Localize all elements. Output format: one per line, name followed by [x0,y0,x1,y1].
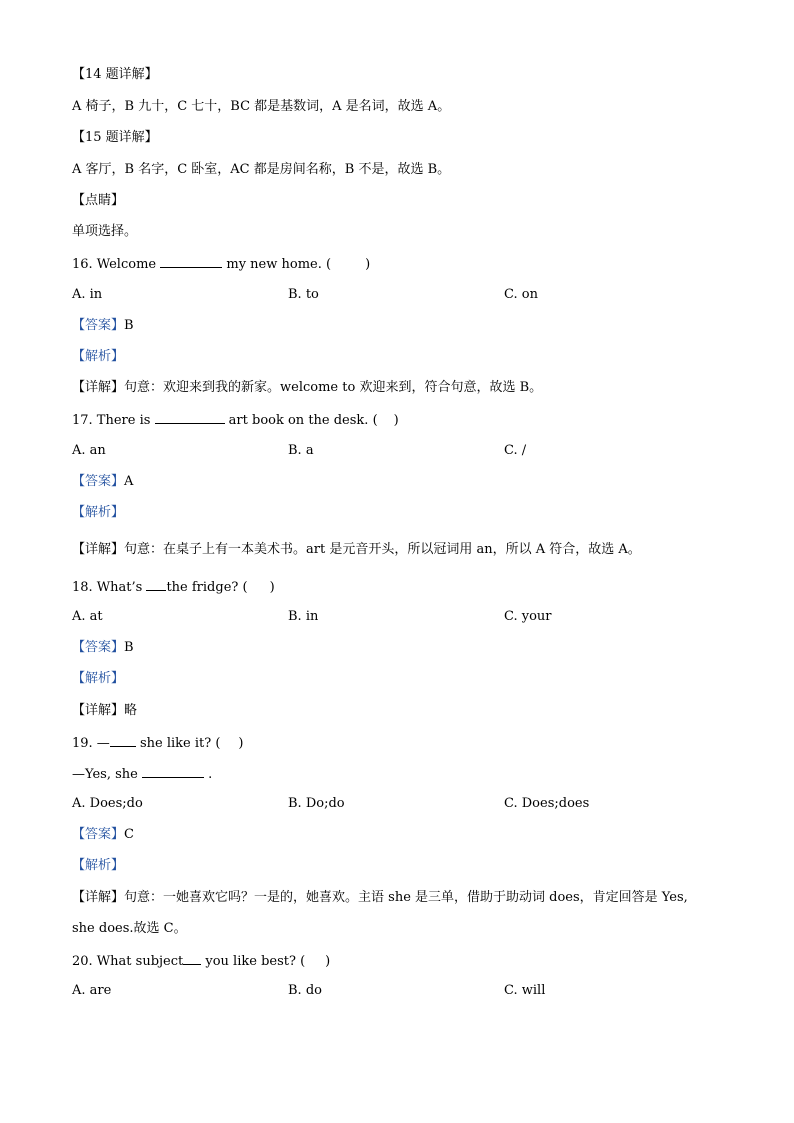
q17-stem-start: 17. There is [72,413,155,428]
q20-close-paren: ) [325,954,331,969]
q14-header: 【14 题详解】 [72,67,158,82]
q17-stem-end: art book on the desk. ( [224,413,378,428]
answer-value: B [124,318,134,333]
pointing-text: 单项选择。 [72,224,138,239]
q17-blank [155,410,225,424]
q16-stem [72,254,370,274]
detail-text: 句意：在桌子上有一本美术书。art 是元音开头，所以冠词用 an，所以 A 符合，故选 A。 [124,542,641,557]
q16-blank [160,254,222,268]
q19-stem [72,733,243,753]
q19-option-b: B. Do;do [288,796,345,811]
q17-option-a: A. an [72,443,106,458]
q19-line2-end: . [203,767,213,782]
q20-option-a: A. are [72,983,112,998]
q20-blank [183,951,201,965]
answer-value: C [124,827,134,842]
q15-explanation: A 客厅，B 名字，C 卧室，AC 都是房间名称，B 不是，故选 B。 [72,162,451,177]
q16-option-c: C. on [504,287,538,302]
answer-label: 【答案】 [72,827,125,842]
q17-option-c: C. / [504,443,527,458]
q16-answer [72,317,134,335]
q18-close-paren: ) [269,580,275,595]
q17-detail [72,541,641,559]
q19-close-paren: ) [238,736,244,751]
q17-close-paren: ) [393,413,399,428]
q18-option-a: A. at [72,609,103,624]
q16-analysis-label: 【解析】 [72,349,125,364]
detail-label: 【详解】 [72,542,125,557]
q18-analysis-label: 【解析】 [72,671,125,686]
q20-stem-end: you like best? ( [201,954,306,969]
q19-stem-end: she like it? ( [135,736,221,751]
q16-close-paren: ) [365,257,371,272]
q15-header: 【15 题详解】 [72,130,158,145]
q19-analysis-label: 【解析】 [72,858,125,873]
q18-stem-end: the fridge? ( [166,580,248,595]
q19-detail-cont: she does.故选 C。 [72,921,187,936]
q17-answer [72,473,133,491]
q16-option-a: A. in [72,287,103,302]
detail-label: 【详解】 [72,890,125,905]
answer-label: 【答案】 [72,318,125,333]
detail-text: 略 [124,703,138,718]
q19-blank2 [142,764,204,778]
q17-option-b: B. a [288,443,314,458]
q16-stem-start: 16. Welcome [72,257,161,272]
q19-option-a: A. Does;do [72,796,143,811]
q18-option-c: C. your [504,609,552,624]
q19-option-c: C. Does;does [504,796,590,811]
q19-stem-start: 19. — [72,736,110,751]
q17-analysis-label: 【解析】 [72,505,125,520]
answer-label: 【答案】 [72,640,125,655]
q19-answer [72,826,134,844]
q20-option-c: C. will [504,983,546,998]
q18-answer [72,639,134,657]
answer-value: B [124,640,134,655]
q20-option-b: B. do [288,983,322,998]
q16-stem-end: my new home. ( [222,257,332,272]
q16-detail [72,379,542,397]
q18-option-b: B. in [288,609,319,624]
q18-stem-start: 18. What’s [72,580,147,595]
q20-stem-start: 20. What subject [72,954,184,969]
q20-stem [72,951,330,971]
answer-label: 【答案】 [72,474,125,489]
q19-line2-start: —Yes, she [72,767,142,782]
answer-value: A [124,474,134,489]
detail-text: 句意：一她喜欢它吗？一是的，她喜欢。主语 she 是三单，借助于助动词 does，肯定回答是 Yes, [124,890,688,905]
pointing-header: 【点睛】 [72,193,125,208]
q18-detail [72,702,137,720]
q19-stem-line2 [72,764,212,784]
detail-label: 【详解】 [72,380,125,395]
q14-explanation: A 椅子，B 九十，C 七十，BC 都是基数词，A 是名词，故选 A。 [72,99,451,114]
q16-option-b: B. to [288,287,319,302]
q18-stem [72,577,275,597]
detail-label: 【详解】 [72,703,125,718]
detail-text: 句意：欢迎来到我的新家。welcome to 欢迎来到，符合句意，故选 B。 [124,380,543,395]
q19-detail [72,889,688,907]
q19-blank [110,733,136,747]
q17-stem [72,410,399,430]
q18-blank [146,577,166,591]
